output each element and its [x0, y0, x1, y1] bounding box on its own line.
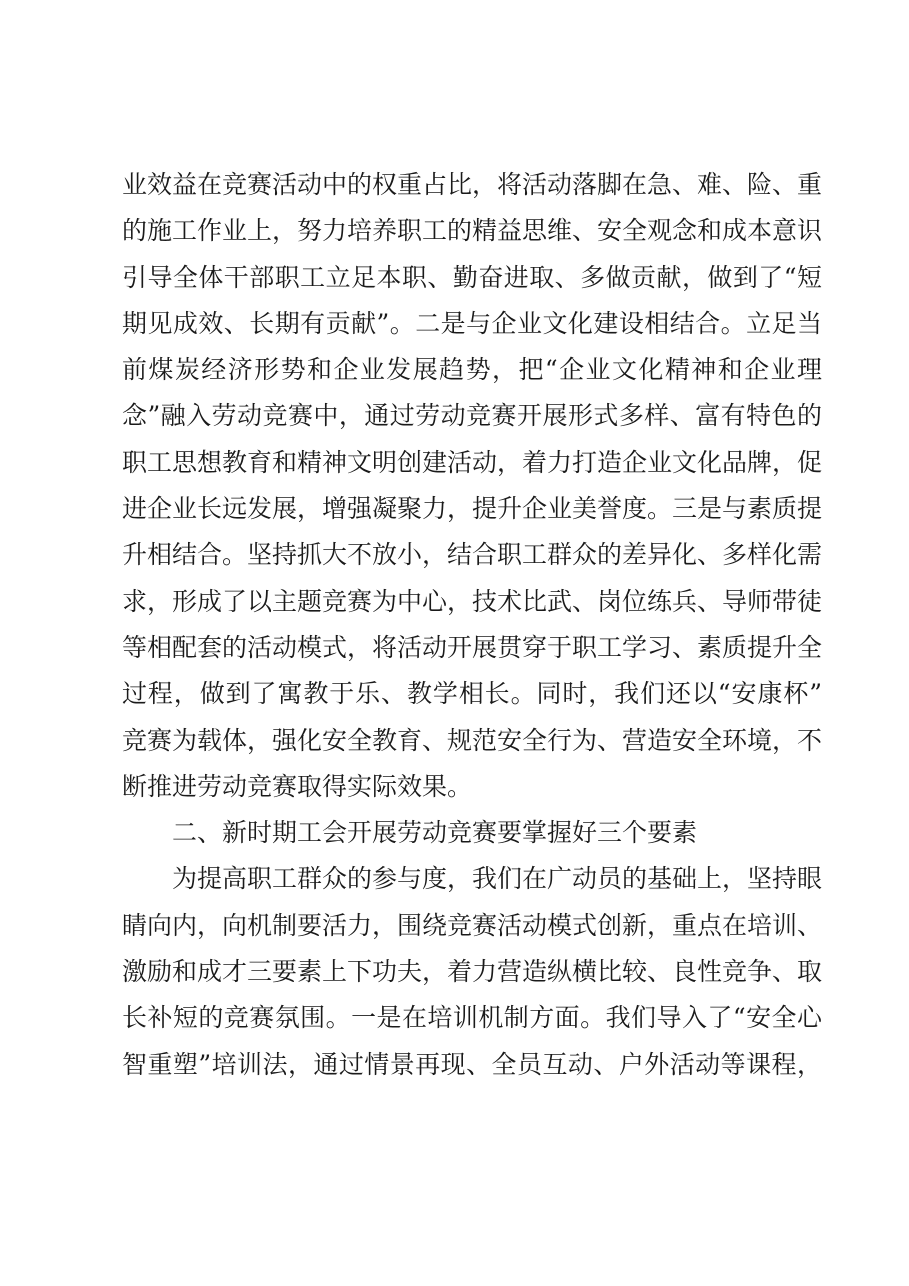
- text-line: 激励和成才三要素上下功夫，着力营造纵横比较、良性竞争、取: [122, 957, 822, 987]
- text-line: 智重塑”培训法，通过情景再现、全员互动、户外活动等课程，: [122, 1049, 822, 1079]
- text-line: 念”融入劳动竞赛中，通过劳动竞赛开展形式多样、富有特色的: [122, 401, 822, 431]
- text-line: 的施工作业上，努力培养职工的精益思维、安全观念和成本意识: [122, 216, 822, 246]
- text-line: 断推进劳动竞赛取得实际效果。: [122, 771, 473, 801]
- text-line: 引导全体干部职工立足本职、勤奋进取、多做贡献，做到了“短: [122, 262, 822, 292]
- text-line: 业效益在竞赛活动中的权重占比，将活动落脚在急、难、险、重: [122, 170, 822, 199]
- text-line: 进企业长远发展，增强凝聚力，提升企业美誉度。三是与素质提: [122, 494, 822, 524]
- text-line: 等相配套的活动模式，将活动开展贯穿于职工学习、素质提升全: [122, 632, 822, 662]
- text-line: 期见成效、长期有贡献”。二是与企业文化建设相结合。立足当: [122, 308, 822, 338]
- text-line: 为提高职工群众的参与度，我们在广动员的基础上，坚持眼: [172, 864, 822, 894]
- text-line: 竞赛为载体，强化安全教育、规范安全行为、营造安全环境，不: [122, 725, 822, 755]
- text-line: 前煤炭经济形势和企业发展趋势，把“企业文化精神和企业理: [122, 355, 822, 385]
- section-heading: 二、新时期工会开展劳动竞赛要掌握好三个要素: [172, 818, 698, 848]
- text-line: 职工思想教育和精神文明创建活动，着力打造企业文化品牌，促: [122, 447, 822, 477]
- text-line: 睛向内，向机制要活力，围绕竞赛活动模式创新，重点在培训、: [122, 910, 822, 940]
- text-line: 长补短的竞赛氛围。一是在培训机制方面。我们导入了“安全心: [122, 1003, 822, 1033]
- body-text: [122, 162, 822, 1088]
- text-line: 过程，做到了寓教于乐、教学相长。同时，我们还以“安康杯”: [122, 679, 822, 709]
- text-line: 升相结合。坚持抓大不放小，结合职工群众的差异化、多样化需: [122, 540, 822, 570]
- text-line: 求，形成了以主题竞赛为中心，技术比武、岗位练兵、导师带徒: [122, 586, 822, 616]
